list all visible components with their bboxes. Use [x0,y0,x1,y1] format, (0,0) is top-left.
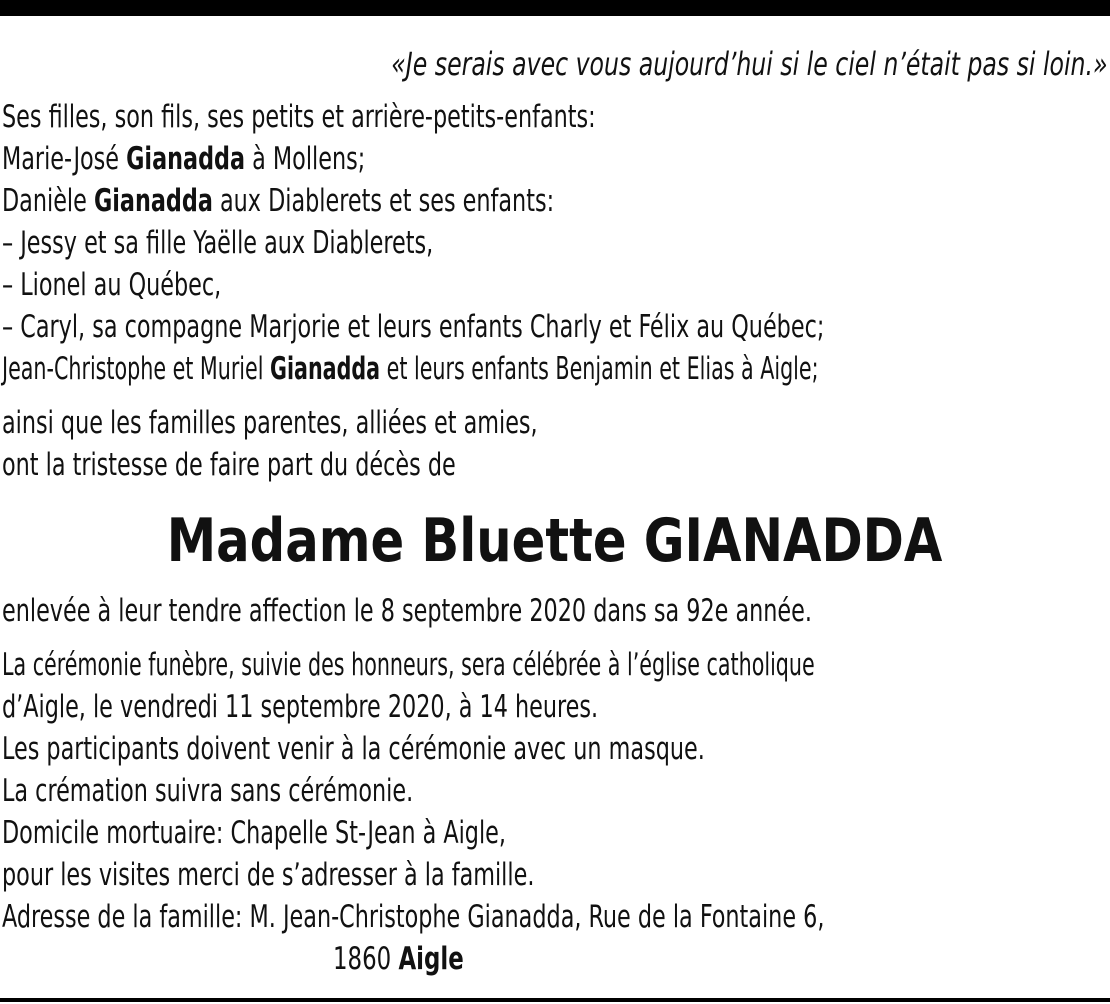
member-first-name: Jean-Christophe et Muriel [2,351,271,387]
address-city: Aigle [398,941,464,977]
deceased-name: Madame Bluette GIANADDA [167,506,943,576]
deceased-name-heading [0,506,1110,576]
member-surname: Gianadda [126,141,246,177]
ceremony-line-6: pour les visites merci de s’adresser à la famille. [2,857,535,893]
bottom-border-rule [0,998,1110,1002]
family-member-jean-christophe [2,350,819,388]
family-address-line: Adresse de la famille: M. Jean-Christophe Gianadda, Rue de la Fontaine 6, [2,899,825,935]
family-address-city [333,940,464,978]
address-postcode: 1860 [333,941,399,977]
ceremony-line-1: La cérémonie funèbre, suivie des honneurs, sera célébrée à l’église catholique [2,647,815,683]
member-surname: Gianadda [93,183,213,219]
grandchild-lionel: – Lionel au Québec, [2,267,222,303]
ceremony-line-2: d’Aigle, le vendredi 11 septembre 2020, à 14 heures. [2,689,599,725]
ceremony-line-3: Les participants doivent venir à la cérémonie avec un masque. [2,731,705,767]
family-member-marie-jose [2,140,365,178]
ceremony-line-5: Domicile mortuaire: Chapelle St-Jean à Aigle, [2,815,506,851]
death-line: enlevée à leur tendre affection le 8 septembre 2020 dans sa 92e année. [2,593,812,629]
top-border-rule [0,0,1110,16]
member-location: et leurs enfants Benjamin et Elias à Aigle; [380,351,819,387]
member-location: aux Diablerets et ses enfants: [212,183,555,219]
member-location: à Mollens; [245,141,366,177]
family-intro: Ses filles, son fils, ses petits et arrière-petits-enfants: [2,99,596,135]
grandchild-caryl: – Caryl, sa compagne Marjorie et leurs enfants Charly et Félix au Québec; [2,309,825,345]
relatives-line: ainsi que les familles parentes, alliées et amies, [2,405,538,441]
announcement-line: ont la tristesse de faire part du décès de [2,447,456,483]
family-member-daniele [2,182,554,220]
grandchild-jessy: – Jessy et sa fille Yaëlle aux Diablerets, [2,225,434,261]
member-first-name: Danièle [2,183,94,219]
ceremony-line-4: La crémation suivra sans cérémonie. [2,773,414,809]
member-first-name: Marie-José [2,141,127,177]
epigraph-quote: «Je serais avec vous aujourd’hui si le ciel n’était pas si loin.» [391,45,1108,83]
member-surname: Gianadda [270,351,381,387]
